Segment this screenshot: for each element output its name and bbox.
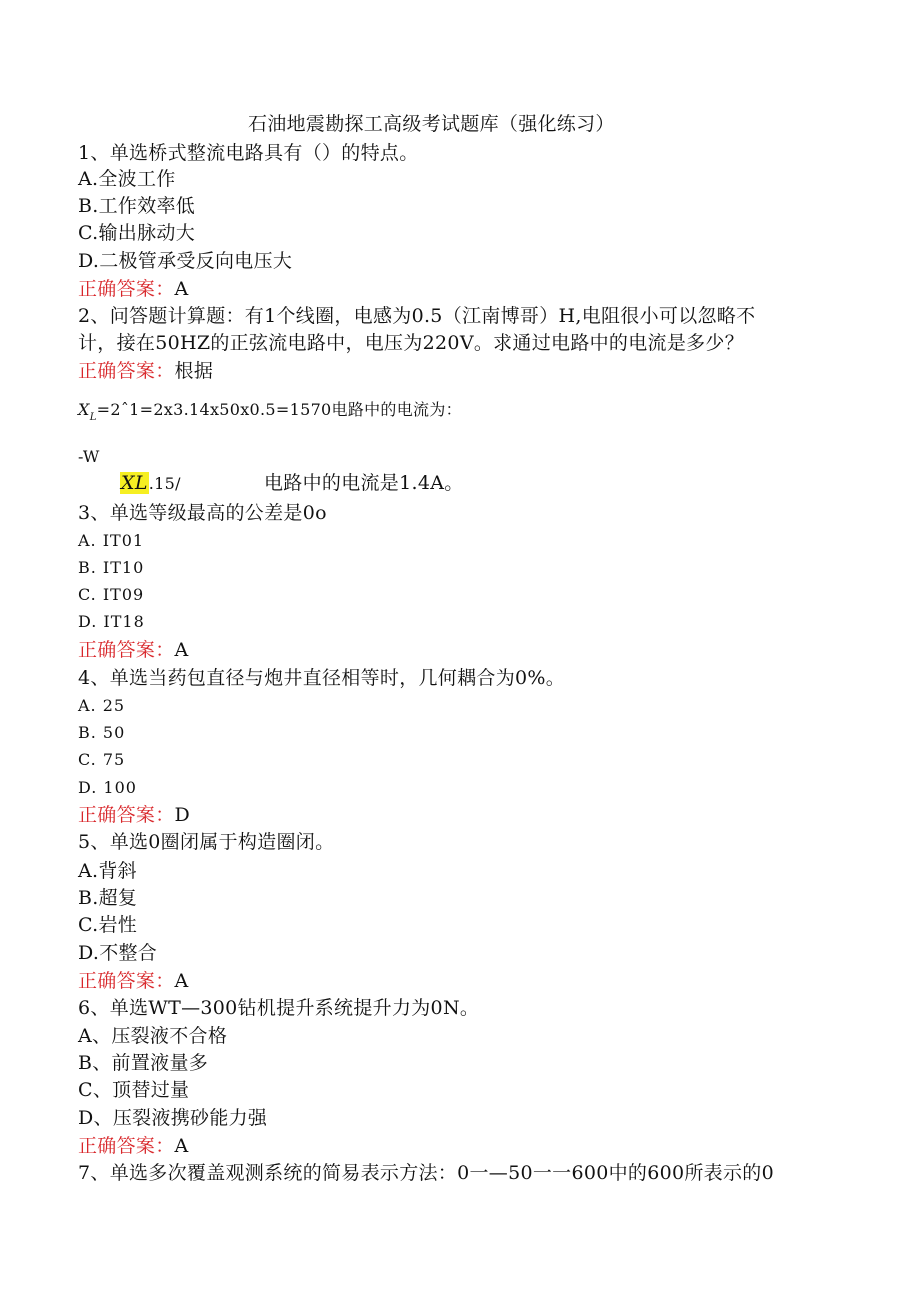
- answer-value: A: [174, 639, 189, 661]
- q5-option-a: A.背斜: [78, 860, 137, 882]
- q3-option-b: B. IT10: [78, 558, 145, 577]
- formula-symbol: X: [78, 400, 90, 419]
- q1-option-b: B.工作效率低: [78, 195, 196, 217]
- q3-option-c: C. IT09: [78, 585, 145, 604]
- q6-stem: 6、单选WT—300钻机提升系统提升力为0N。: [78, 997, 480, 1019]
- formula-subscript: L: [89, 411, 97, 423]
- q1-option-a: A.全波工作: [78, 168, 176, 190]
- q5-option-c: C.岩性: [78, 914, 138, 936]
- q2-answer: [78, 358, 213, 384]
- answer-label: 正确答案：: [78, 278, 175, 300]
- q7-stem: 7、单选多次覆盖观测系统的简易表示方法：0一—50一一600中的600所表示的0: [78, 1162, 774, 1184]
- q5-answer: [78, 968, 189, 994]
- answer-value: A: [174, 1135, 189, 1157]
- answer-value: A: [174, 970, 189, 992]
- page-title: 石油地震勘探工高级考试题库（强化练习）: [248, 113, 615, 135]
- after-highlight: .15/: [148, 474, 181, 493]
- answer-label: 正确答案：: [78, 639, 175, 661]
- q4-option-d: D. 100: [78, 778, 137, 797]
- q4-option-b: B. 50: [78, 723, 126, 742]
- q6-option-c: C、顶替过量: [78, 1079, 190, 1101]
- q1-option-d: D.二极管承受反向电压大: [78, 250, 293, 272]
- answer-value: D: [174, 804, 191, 826]
- q2-highlight-row: [120, 470, 181, 497]
- q1-stem: 1、单选桥式整流电路具有（）的特点。: [78, 142, 419, 164]
- q3-option-a: A. IT01: [78, 531, 145, 550]
- answer-value: A: [174, 278, 189, 300]
- q1-answer: [78, 276, 189, 302]
- q4-stem: 4、单选当药包直径与炮井直径相等时，几何耦合为0%。: [78, 667, 566, 689]
- answer-value: 根据: [174, 360, 214, 382]
- q4-option-a: A. 25: [78, 696, 126, 715]
- q6-option-a: A、压裂液不合格: [78, 1025, 228, 1047]
- highlighted-term: XL: [121, 472, 148, 494]
- answer-label: 正确答案：: [78, 360, 175, 382]
- q2-result: 电路中的电流是1.4A。: [264, 472, 464, 494]
- q2-stem-line1: 2、问答题计算题：有1个线圈，电感为0.5（江南博哥）H,电阻很小可以忽略不: [78, 305, 756, 327]
- q2-stem-line2: 计，接在50HZ的正弦流电路中，电压为220V。求通过电路中的电流是多少？: [78, 332, 745, 354]
- q4-answer: [78, 802, 190, 828]
- formula-text: =2ˆ1=2x3.14x50x0.5=1570电路中的电流为：: [96, 400, 462, 419]
- q5-option-d: D.不整合: [78, 942, 158, 964]
- answer-label: 正确答案：: [78, 1135, 175, 1157]
- q6-option-d: D、压裂液携砂能力强: [78, 1107, 268, 1129]
- q4-option-c: C. 75: [78, 750, 126, 769]
- q1-option-c: C.输出脉动大: [78, 222, 196, 244]
- q2-formula: [78, 396, 462, 431]
- q3-option-d: D. IT18: [78, 612, 145, 631]
- q6-option-b: B、前置液量多: [78, 1052, 209, 1074]
- q6-answer: [78, 1133, 189, 1159]
- q3-answer: [78, 637, 189, 663]
- q3-stem: 3、单选等级最高的公差是0o: [78, 502, 327, 524]
- q5-option-b: B.超复: [78, 887, 138, 909]
- answer-label: 正确答案：: [78, 970, 175, 992]
- q2-fraction-mark: -W: [78, 447, 100, 466]
- q5-stem: 5、单选0圈闭属于构造圈闭。: [78, 831, 335, 853]
- answer-label: 正确答案：: [78, 804, 175, 826]
